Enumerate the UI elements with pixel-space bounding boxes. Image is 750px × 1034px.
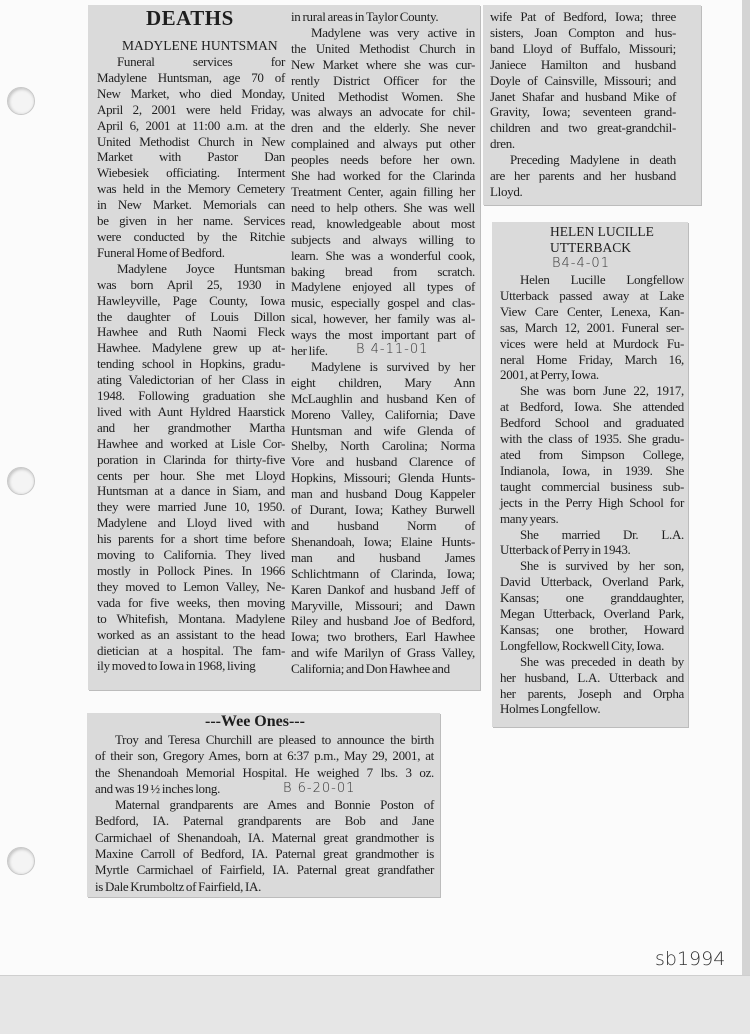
text-line: be given in her name. Services [97,213,285,229]
text-line: in New Market. Memorials can [97,197,285,213]
text-line: children and two great-grandchil- [490,120,676,136]
text-line: Utterback of Perry in 1943. [500,542,631,558]
text-line: Huntsman at a dance in Siam, and [97,483,285,499]
text-line: learn. She was a wonderful cook, [291,247,475,263]
text-line: they were married June 10, 1950. [97,499,285,515]
text-line: the daughter of Louis Dillon [97,308,285,324]
text-line: Maternal grandparents are Ames and Bonnie Poston of [115,797,434,813]
text-line: her life. [291,343,328,359]
text-line: Madylene was very active in [311,24,475,40]
text-line: Utterback passed away at Lake [500,287,684,303]
text-line: ways the most important part of [291,327,475,343]
text-line: Lloyd. [490,183,523,199]
text-line: Hawhee and Ruth Naomi Fleck [97,324,285,340]
text-line: View Care Center, Lenexa, Kan- [500,303,684,319]
handwritten-date: B4-4-01 [552,256,610,271]
text-line: April 2, 2001 were held Friday, [97,101,285,117]
text-line: Myrtle Carmichael of Fairfield, IA. Paternal great grandfather [95,862,434,878]
text-line: lived with Aunt Hyldred Haarstick [97,403,285,419]
text-line: in rural areas in Taylor County. [291,9,439,24]
text-line: 2001, at Perry, Iowa. [500,367,599,383]
text-line: Preceding Madylene in death [510,152,676,168]
text-line: and wife Marilyn of Grass Valley, [291,645,475,661]
text-line: Hawhee. Madylene grew up at- [97,340,285,356]
text-line: Shenandoah, Iowa; Elaine Hunts- [291,533,475,549]
utterback-body [500,272,684,717]
text-line: ated from Simpson College, [500,446,684,462]
handwritten-date: B 4-11-01 [356,342,429,357]
text-line: his parents for a short time before [97,531,285,547]
text-line: at Bedford, Iowa. She attended [500,399,684,415]
text-line: was born April 25, 1930 in [97,276,285,292]
text-line: was held in the Memory Cemetery [97,181,285,197]
text-line: Carmichael of Shenandoah, IA. Maternal great grandmother is [95,829,434,845]
text-line: Madylene enjoyed all types of [291,279,475,295]
text-line: mostly in Pollock Pines. In 1966 [97,563,285,578]
text-line: man and husband Doug Kappeler [291,486,475,502]
binder-hole [7,467,35,495]
text-line: they moved to Lemon Valley, Ne- [97,578,285,594]
text-line: Moreno Valley, California; Dave [291,406,475,422]
utterback-obituary-clipping [492,222,688,727]
text-line: and was 19 ½ inches long. [95,780,221,796]
text-line: Madylene is survived by her [311,358,475,374]
text-line: She is survived by her son, [520,558,684,574]
binder-hole [7,847,35,875]
text-line: her parents, Joseph and Orpha [500,685,684,701]
text-line: David Utterback, Overland Park, [500,574,684,590]
text-line: Riley and husband Joe of Bedford, [291,613,475,629]
text-line: Bedford, IA. Paternal grandparents are Bob and Jane [95,813,434,829]
text-line: music, especially gospel and clas- [291,295,475,311]
text-line: jects in the Perry High School for [500,494,684,510]
obituary-column-1 [97,54,285,674]
text-line: Hopkins, Missouri; Glenda Hunts- [291,470,475,486]
text-line: to Whitefish, Montana. Madylene [97,610,285,626]
text-line: She married Dr. L.A. [520,526,684,542]
text-line: ating Valedictorian of her Class in [97,372,285,388]
text-line: Madylene Joyce Huntsman [117,260,285,276]
text-line: Iowa; two brothers, Earl Hawhee [291,629,475,645]
text-line: of Durant, Iowa; Kathey Burwell [291,502,475,518]
obituary-name-line1: HELEN LUCILLE [550,224,654,239]
text-line: tending school in Hopkins, gradu- [97,356,285,372]
text-line: are her parents and her husband [490,168,676,184]
text-line: United Methodist Women. She [291,88,475,104]
huntsman-obituary-continued [483,5,701,205]
text-line: vada for five weeks, then moving [97,594,285,610]
text-line: of their son, Gregory Ames, born at 6:37 p.m., May 29, 2001, at [95,748,434,764]
text-line: poration in Clarinda for thirty-five [97,451,285,467]
text-line: United Methodist Church in New [97,133,285,149]
deaths-heading: DEATHS [146,6,234,30]
text-line: Madylene Huntsman, age 70 of [97,69,285,85]
text-line: Kansas; one brother, Howard [500,621,684,637]
handwritten-page-note: sb1994 [655,948,726,970]
text-line: baking bread from scratch. [291,263,475,279]
text-line: McLaughlin and husband Ken of [291,390,475,406]
text-line: was always an advocate for chil- [291,104,475,120]
text-line: Indianola, Iowa, in 1939. She [500,462,684,478]
text-line: band Lloyd of Buffalo, Missouri; [490,40,676,56]
obituary-name-line2: UTTERBACK [550,240,631,255]
text-line: Janet Shafar and husband Mike of [490,88,676,104]
text-line: sisters, Joan Compton and hus- [490,24,676,40]
text-line: subjects and always willing to [291,231,475,247]
text-line: sas, March 12, 2001. Funeral ser- [500,319,684,335]
text-line: California; and Don Hawhee and [291,661,450,677]
text-line: Holmes Longfellow. [500,701,601,717]
text-line: rently District Officer for the [291,72,475,88]
text-line: April 6, 2001 at 11:00 a.m. at the [97,117,285,133]
text-line: taught commercial business sub- [500,478,684,494]
text-line: Shelby, North Carolina; Norma [291,438,475,454]
text-line: Megan Utterback, Overland Park, [500,606,684,622]
text-line: dietician at a hospital. The fam- [97,642,285,658]
text-line: She had worked for the Clarinda [291,168,475,184]
text-line: the Shenandoah Memorial Hospital. He weighed 7 lbs. 3 oz. [95,764,434,780]
text-line: were conducted by the Ritchie [97,228,285,244]
text-line: eight children, Mary Ann [291,374,475,390]
text-line: dren and the elderly. She never [291,120,475,136]
text-line: many years. [500,510,559,526]
text-line: Schlichtmann of Clarinda, Iowa; [291,565,475,581]
text-line: Treatment Center, again filling her [291,183,475,199]
text-line: Hawhee and worked at Lisle Cor- [97,435,285,451]
text-line: peoples needs before her own. [291,152,475,168]
text-line: New Market where she was cur- [291,56,475,72]
wee-ones-clipping [87,713,440,897]
text-line: Funeral services for [117,54,285,69]
text-line: Doyle of Cainsville, Missouri; and [490,72,676,88]
text-line: is Dale Krumboltz of Fairfield, IA. [95,878,262,894]
text-line: worked as an assistant to the head [97,626,285,642]
text-line: Funeral Home of Bedford. [97,244,225,260]
text-line: Longfellow, Rockwell City, Iowa. [500,637,665,653]
text-line: neral Home Friday, March 16, [500,351,684,367]
text-line: ily moved to Iowa in 1968, living [97,658,256,674]
text-line: Maxine Carroll of Bedford, IA. Paternal great grandmother is [95,846,434,862]
text-line: with the class of 1935. She gradu- [500,431,684,447]
text-line: Maryville, Missouri; and Dawn [291,597,475,613]
wee-ones-title: ---Wee Ones--- [205,713,305,730]
text-line: Helen Lucille Longfellow [520,272,684,287]
obituary-name: MADYLENE HUNTSMAN [122,38,278,53]
text-line: 1948. Following graduation she [97,388,285,404]
wee-ones-body [95,732,434,895]
text-line: New Market, who died Monday, [97,85,285,101]
text-line: and husband Norm of [291,518,475,533]
text-line: Troy and Teresa Churchill are pleased to announce the birth [115,732,434,747]
text-line: sical, however, her family was al- [291,311,475,327]
text-line: She was preceded in death by [520,653,684,669]
text-line: Market with Pastor Dan [97,149,285,165]
text-line: her husband, L.A. Utterback and [500,669,684,685]
text-line: Kansas; one granddaughter, [500,590,684,606]
huntsman-obituary-clipping [88,5,480,690]
handwritten-date: B 6-20-01 [283,781,356,796]
text-line: dren. [490,136,515,152]
obituary-column-3 [490,9,676,200]
text-line: She was born June 22, 1917, [520,383,684,399]
text-line: Gravity, Iowa; seventeen grand- [490,104,676,120]
text-line: Bedford School and graduated [500,415,684,431]
text-line: Hawleyville, Page County, Iowa [97,292,285,308]
scan-edge-bottom [0,975,750,1034]
text-line: read, knowledgeable about most [291,215,475,231]
text-line: Madylene and Lloyd lived with [97,515,285,531]
text-line: Karen Dankof and husband Jeff of [291,581,475,597]
binder-hole [7,87,35,115]
text-line: the United Methodist Church in [291,40,475,56]
text-line: complained and always put other [291,136,475,152]
text-line: Vore and husband Clarence of [291,454,475,470]
text-line: Huntsman and wife Glenda of [291,422,475,438]
text-line: man and husband James [291,549,475,565]
text-line: Janiece Hamilton and husband [490,56,676,72]
text-line: wife Pat of Bedford, Iowa; three [490,9,676,24]
text-line: vices were held at Murdock Fu- [500,335,684,351]
text-line: and her grandmother Martha [97,419,285,435]
text-line: Wiebesiek officiating. Interment [97,165,285,181]
text-line: need to help others. She was well [291,199,475,215]
scan-edge-right [742,0,750,1033]
text-line: moving to California. They lived [97,547,285,563]
text-line: cents per hour. She met Lloyd [97,467,285,483]
